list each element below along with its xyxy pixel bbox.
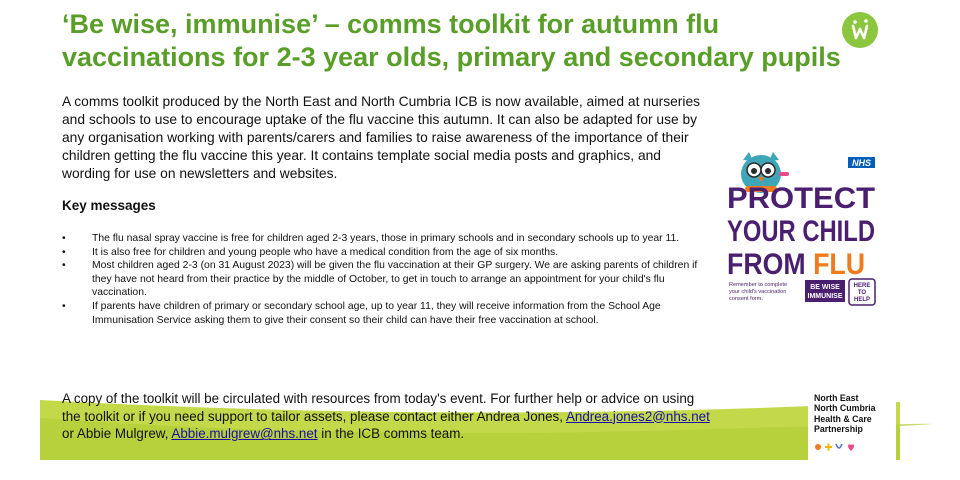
poster-small-text-1: Remember to complete [729, 282, 788, 288]
partner-line-3: Health & Care [814, 413, 872, 424]
partnership-logo [808, 390, 896, 460]
logo-icon [842, 12, 878, 48]
bullet-icon: • [62, 260, 66, 272]
flu-campaign-poster [727, 150, 877, 310]
poster-small-text-2: your child's vaccination [729, 289, 787, 295]
bullet-text: The flu nasal spray vaccine is free for children aged 2-3 years, those in primary schools and in secondary schools up to year 11. [92, 233, 680, 244]
poster-line-your-child: YOUR CHILD [727, 215, 875, 248]
list-item [62, 246, 712, 260]
bullet-text: Most children aged 2-3 (on 31 August 2023) will be given the flu vaccination at their GP surgery. We are asking parents of children if they have not heard from their practice by the middle of October, to get in touch to arrange an appointment for your child's flu vaccination. [92, 260, 698, 299]
nhs-logo: NHS [851, 157, 872, 168]
be-wise-badge-line2: IMMUNISE [807, 293, 843, 300]
footer-text-end: in the ICB comms team. [317, 426, 465, 442]
help-badge-line1: HERE [853, 283, 871, 289]
poster-line-flu: FLU [813, 248, 872, 281]
footer-text-middle: or Abbie Mulgrew, [62, 426, 172, 442]
key-messages-heading: Key messages [62, 198, 156, 213]
partner-line-2: North Cumbria [814, 403, 876, 414]
partner-line-1: North East [814, 393, 859, 403]
bullet-text: It is also free for children and young people who have a medical condition from the age of six months. [92, 246, 559, 258]
email-link-andrea[interactable]: Andrea.jones2@nhs.net [565, 408, 710, 424]
footer-text-start: A copy of the toolkit will be circulated with resources from today's event. For further help or advice on using the toolkit or if you need support to tailor assets, please contact either Andrea Jones, [62, 391, 695, 424]
list-item [62, 232, 712, 246]
poster-line-protect: PROTECT [727, 182, 875, 215]
partner-symbols-icon [814, 442, 864, 452]
help-badge-line2: TO [857, 290, 867, 296]
be-wise-badge-line1: BE WISE [810, 284, 840, 291]
poster-small-text-3: consent form. [729, 296, 763, 302]
bullet-text: If parents have children of primary or secondary school age, up to year 11, they will receive information from the School Age Immunisation Service asking them to give their consent so their child can have their free vaccination at school. [92, 300, 661, 326]
partner-line-4: Partnership [814, 424, 863, 435]
svg-text:FROM FLU [727, 248, 872, 281]
key-messages-list [62, 232, 712, 327]
bullet-icon: • [62, 300, 66, 312]
help-badge-line3: HELP [853, 297, 871, 303]
footer-paragraph [62, 390, 712, 443]
poster-line-from: FROM [727, 248, 824, 281]
list-item [62, 259, 712, 300]
bullet-icon: • [62, 246, 66, 258]
intro-paragraph: A comms toolkit produced by the North East and North Cumbria ICB is now available, aimed at nurseries and schools to use to encourage uptake of the flu vaccine this autumn. It can also be adapted for use by any organisation working with parents/carers and families to raise awareness of the importance of their children getting the flu vaccine this year. It contains template social media posts and graphics, and wording for use on newsletters and websites. [62, 94, 701, 181]
email-link-abbie[interactable]: Abbie.mulgrew@nhs.net [171, 426, 318, 442]
page-title: ‘Be wise, immunise’ – comms toolkit for autumn flu vaccinations for 2-3 year olds, primary and secondary pupils [62, 9, 841, 72]
bullet-icon: • [62, 233, 66, 244]
list-item [62, 300, 712, 327]
